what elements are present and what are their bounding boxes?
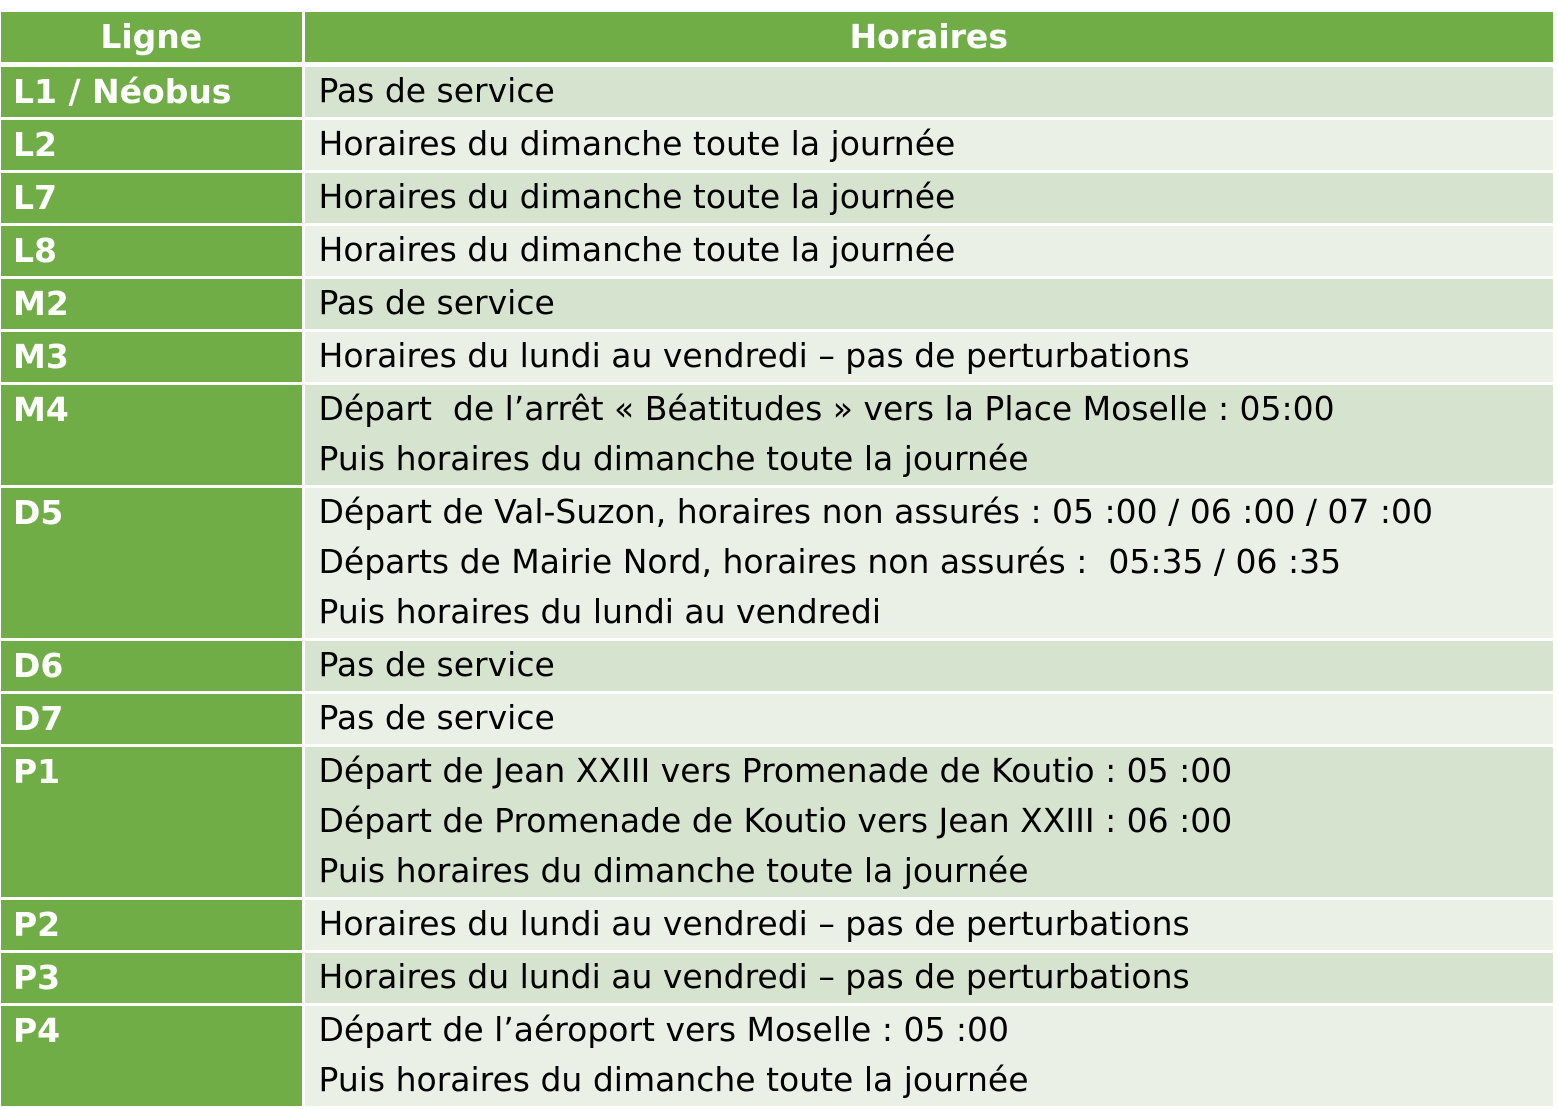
cell-ligne: D5 bbox=[1, 487, 303, 640]
cell-horaires bbox=[303, 331, 1553, 384]
horaires-line: Horaires du dimanche toute la journée bbox=[318, 230, 956, 269]
table-row bbox=[1, 746, 1553, 899]
cell-ligne: P1 bbox=[1, 746, 303, 899]
table-row bbox=[1, 952, 1553, 1005]
horaires-line: Départs de Mairie Nord, horaires non assurés : 05:35 / 06 :35 bbox=[318, 542, 1342, 581]
cell-ligne: M3 bbox=[1, 331, 303, 384]
cell-ligne: P2 bbox=[1, 899, 303, 952]
header-horaires: Horaires bbox=[303, 12, 1553, 65]
cell-horaires bbox=[303, 746, 1553, 899]
horaires-line: Départ de l’aéroport vers Moselle : 05 :00 bbox=[318, 1010, 1010, 1049]
cell-horaires bbox=[303, 487, 1553, 640]
horaires-line: Puis horaires du dimanche toute la journée bbox=[318, 1060, 1029, 1099]
cell-ligne: M2 bbox=[1, 278, 303, 331]
horaires-line: Horaires du dimanche toute la journée bbox=[318, 177, 956, 216]
table-row bbox=[1, 1005, 1553, 1108]
cell-ligne: L1 / Néobus bbox=[1, 65, 303, 119]
horaires-line: Pas de service bbox=[318, 283, 555, 322]
horaires-line: Pas de service bbox=[318, 645, 555, 684]
cell-ligne: D7 bbox=[1, 693, 303, 746]
table-row bbox=[1, 278, 1553, 331]
cell-horaires bbox=[303, 278, 1553, 331]
horaires-line: Départ de Jean XXIII vers Promenade de Koutio : 05 :00 bbox=[318, 751, 1233, 790]
cell-horaires bbox=[303, 952, 1553, 1005]
table-row bbox=[1, 119, 1553, 172]
horaires-line: Pas de service bbox=[318, 71, 555, 110]
table-row bbox=[1, 693, 1553, 746]
cell-ligne: L8 bbox=[1, 225, 303, 278]
cell-horaires bbox=[303, 172, 1553, 225]
horaires-line: Horaires du lundi au vendredi – pas de perturbations bbox=[318, 336, 1190, 375]
cell-horaires bbox=[303, 1005, 1553, 1108]
table-row bbox=[1, 65, 1553, 119]
cell-ligne: P3 bbox=[1, 952, 303, 1005]
table-row bbox=[1, 172, 1553, 225]
cell-ligne: D6 bbox=[1, 640, 303, 693]
cell-ligne: M4 bbox=[1, 384, 303, 487]
cell-horaires bbox=[303, 119, 1553, 172]
table-row bbox=[1, 640, 1553, 693]
horaires-line: Départ de Promenade de Koutio vers Jean XXIII : 06 :00 bbox=[318, 801, 1233, 840]
schedule-table bbox=[1, 12, 1553, 1109]
horaires-line: Puis horaires du lundi au vendredi bbox=[318, 592, 882, 631]
table-row bbox=[1, 899, 1553, 952]
horaires-line: Départ de l’arrêt « Béatitudes » vers la Place Moselle : 05:00 bbox=[318, 389, 1335, 428]
table-row bbox=[1, 331, 1553, 384]
cell-horaires bbox=[303, 384, 1553, 487]
horaires-line: Puis horaires du dimanche toute la journée bbox=[318, 439, 1029, 478]
horaires-line: Horaires du dimanche toute la journée bbox=[318, 124, 956, 163]
table-row bbox=[1, 225, 1553, 278]
cell-ligne: L7 bbox=[1, 172, 303, 225]
horaires-line: Horaires du lundi au vendredi – pas de perturbations bbox=[318, 904, 1190, 943]
cell-ligne: L2 bbox=[1, 119, 303, 172]
cell-horaires bbox=[303, 225, 1553, 278]
table-header-row bbox=[1, 12, 1553, 65]
table-row bbox=[1, 384, 1553, 487]
cell-horaires bbox=[303, 693, 1553, 746]
horaires-line: Pas de service bbox=[318, 698, 555, 737]
table-row bbox=[1, 487, 1553, 640]
horaires-line: Puis horaires du dimanche toute la journée bbox=[318, 851, 1029, 890]
horaires-line: Horaires du lundi au vendredi – pas de perturbations bbox=[318, 957, 1190, 996]
header-ligne: Ligne bbox=[1, 12, 303, 65]
schedule-table-container bbox=[1, 12, 1553, 1109]
cell-horaires bbox=[303, 65, 1553, 119]
cell-horaires bbox=[303, 640, 1553, 693]
horaires-line: Départ de Val-Suzon, horaires non assurés : 05 :00 / 06 :00 / 07 :00 bbox=[318, 492, 1434, 531]
cell-horaires bbox=[303, 899, 1553, 952]
table-body bbox=[1, 65, 1553, 1108]
cell-ligne: P4 bbox=[1, 1005, 303, 1108]
